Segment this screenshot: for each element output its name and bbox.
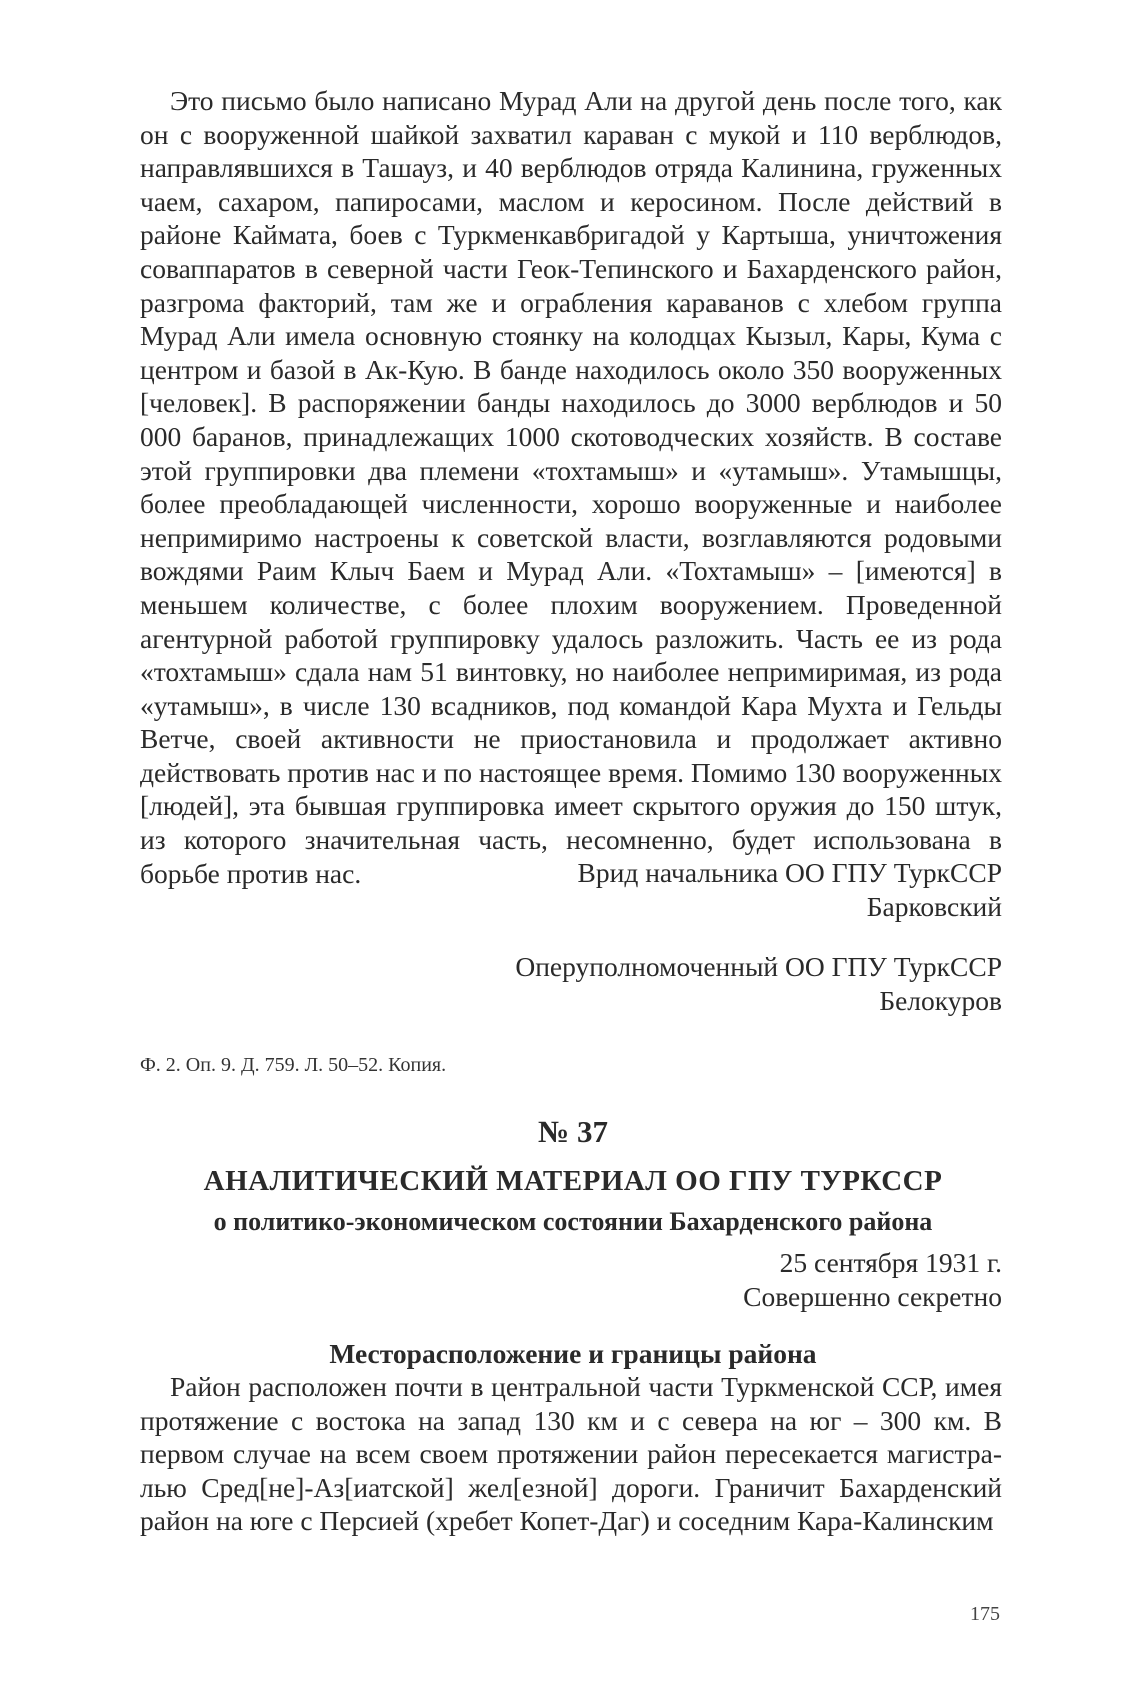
document-number: № 37 [538,1114,608,1149]
signature-name: Барковский [866,890,1002,922]
body-paragraph-location: Район расположен почти в центральной части Туркменской ССР, имея протяжение с востока на запад 130 км и с севера на юг – 300 км. В первом случае на всем своем протяжении район пересекается магистралью Сред[не]-Аз[иатской] жел[езной] дороги. Граничит Бахарденский район на юге с Персией (хребет Копет-Даг) и соседним Кара-Калинским [140,1371,1002,1537]
archive-source-reference: Ф. 2. Оп. 9. Д. 759. Л. 50–52. Копия. [140,1054,447,1076]
document-subtitle: о политико-экономическом состоянии Бахарденского района [213,1207,933,1236]
signature-block-chief [578,856,1002,923]
signature-position: Врид начальника ОО ГПУ ТуркССР [577,857,1002,888]
signature-block-officer [515,950,1002,1017]
section-heading: Месторасположение и границы района [329,1338,817,1369]
signature-name: Белокуров [879,984,1002,1016]
document-classification: Совершенно секретно [743,1280,1002,1312]
body-paragraph-letter: Это письмо было написано Мурад Али на другой день после того, как он с вооруженной шайкой захватил караван с мукой и 110 верблюдов, направлявшихся в Ташауз, и 40 верблюдов отряда Калинина, груженных чаем, сахаром, папиросами, маслом и керосином. После действий в районе Каймата, боев с Туркменкавбригадой у Картыша, уничтожения соваппаратов в северной части Геок-Тепинского и Бахарденского район, разгрома факторий, там же и ограбления караванов с хлебом группа Мурад Али имела основную стоянку на колодцах Кызыл, Кары, Кума с центром и базой в Ак-Кую. В банде находилось около 350 вооруженных [человек]. В распоряжении банды находилось до 3000 верблюдов и 50 000 баранов, принадлежащих 1000 скотоводческих хозяйств. В составе этой группировки два племени «тохтамыш» и «утамыш». Утамышцы, более преобладающей численности, хорошо вооруженные и наиболее непримиримо настроены к советской власти, возглавляются родовыми вождями Раим Клыч Баем и Мурад Али. «Тохтамыш» – [имеются] в меньшем количестве, с более плохим вооружением. Проведенной агентурной работой группировку удалось разложить. Часть ее из рода «тохтамыш» сдала нам 51 винтовку, но наиболее непримиримая, из рода «утамыш», в числе 130 всадников, под командой Кара Мухта и Гельды Ветче, своей активности не приостановила и продолжает активно действовать против нас и по настоящее время. Помимо 130 вооруженных [людей], эта бывшая группировка имеет скрытого оружия до 150 штук, из которого значительная часть, несомненно, будет использована в борьбе против нас. [140,85,1002,889]
signature-position: Оперуполномоченный ОО ГПУ ТуркССР [515,951,1002,982]
document-date-block [743,1246,1002,1313]
page-number: 175 [970,1603,1000,1625]
document-date: 25 сентября 1931 г. [779,1247,1002,1278]
document-title: АНАЛИТИЧЕСКИЙ МАТЕРИАЛ ОО ГПУ ТУРКССР [203,1165,943,1197]
